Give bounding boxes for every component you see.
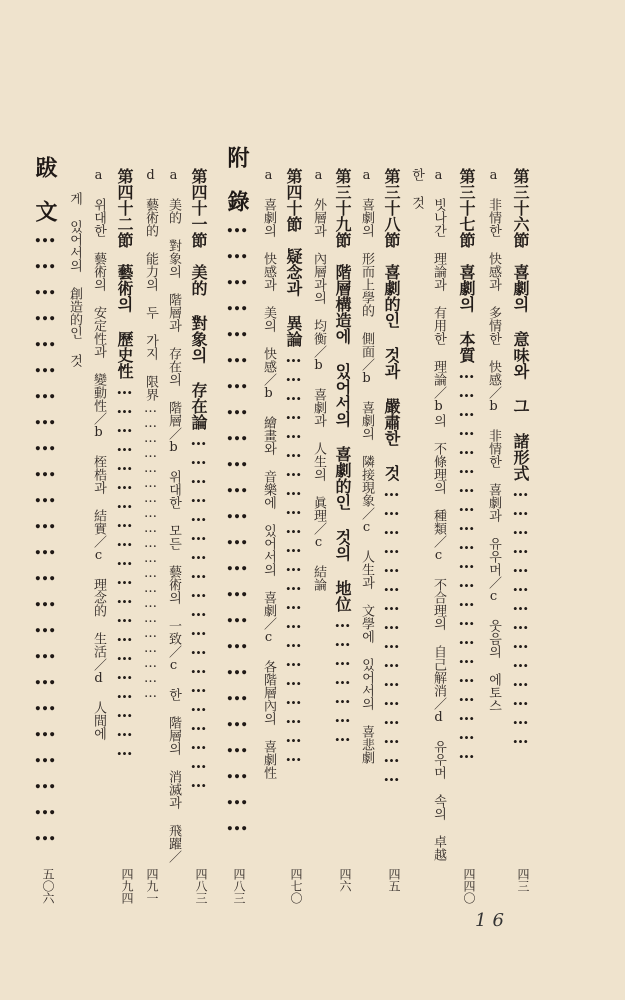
toc-sub-42: a 위대한 藝術의 安定性과 變動性／b 桎梏과 結實／c 理念的 生活／d 人間에	[91, 168, 106, 740]
page-number-39: 四六	[338, 868, 352, 892]
folio-number: 16	[475, 910, 510, 931]
toc-sub-40: a 喜劇의 快感과 美의 快感／b 繪畫와 音樂에 있어서의 喜劇／c 各階層內의 喜劇性	[261, 168, 276, 779]
toc-sub-39: a 外層과 內層과의 均衡／b 喜劇과 人生의 眞理／c 結論	[311, 168, 326, 591]
toc-entry-37: 第三十七節 喜劇의 本質………………………………………………………	[457, 168, 476, 762]
page-number-37: 四四〇	[462, 868, 476, 904]
toc-entry-39: 第三十九節 階層構造에 있어서의 喜劇的인 것의 地位…………………	[333, 168, 352, 745]
page-number-41-d: 四九一	[145, 868, 159, 904]
page-number-41: 四八三	[194, 868, 208, 904]
toc-entry-42: 第四十二節 藝術의 歷史性……………………………………………………	[115, 168, 134, 759]
toc-sub-42-cont: 게 있어서의 創造的인 것	[67, 192, 82, 367]
page-number-postscript: 五〇六	[41, 868, 55, 904]
toc-entry-40: 第四十節 疑念과 異論…………………………………………………………	[284, 168, 303, 765]
page-number-appendix: 四八三	[232, 868, 246, 904]
page-number-42: 四九四	[120, 868, 134, 904]
page-number-38: 四五	[387, 868, 401, 892]
toc-sub-41-cont: d 藝術的 能力의 두 가지 限界……………………………………………………	[143, 168, 158, 701]
page-number-40: 四七〇	[289, 868, 303, 904]
toc-sub-38: a 喜劇의 形而上學的 側面／b 喜劇의 隣接現象／c 人生과 文學에 있어서의 喜悲劇	[359, 168, 374, 764]
toc-sub-36: a 非情한 快感과 多情한 快感／b 非情한 喜劇과 유우머／c 웃음의 에토스	[486, 168, 501, 712]
toc-entry-36: 第三十六節 喜劇의 意味와 그 諸形式……………………………………	[511, 168, 530, 747]
appendix-heading: 附 錄………………………………………………………………	[224, 146, 250, 836]
postscript-heading: 跋 文………………………………………………………………	[32, 156, 58, 846]
toc-sub-37: a 빗나간 理論과 有用한 理論／b의 不條理의 種類／c 不合理의 自己解消／d 유우머 속의 卓越	[431, 168, 446, 861]
toc-sub-37-cont: 한 것	[409, 168, 424, 209]
toc-entry-38: 第三十八節 喜劇的인 것과 嚴肅한 것…………………………………………	[382, 168, 401, 785]
page-number-36: 四三	[516, 868, 530, 892]
toc-sub-41: a 美的 對象의 階層과 存在의 階層／b 위대한 모든 藝術의 一致／c 한 階層의 消滅과 飛躍／	[166, 168, 181, 863]
toc-entry-41: 第四十一節 美的 對象의 存在論…………………………………………………	[189, 168, 208, 791]
